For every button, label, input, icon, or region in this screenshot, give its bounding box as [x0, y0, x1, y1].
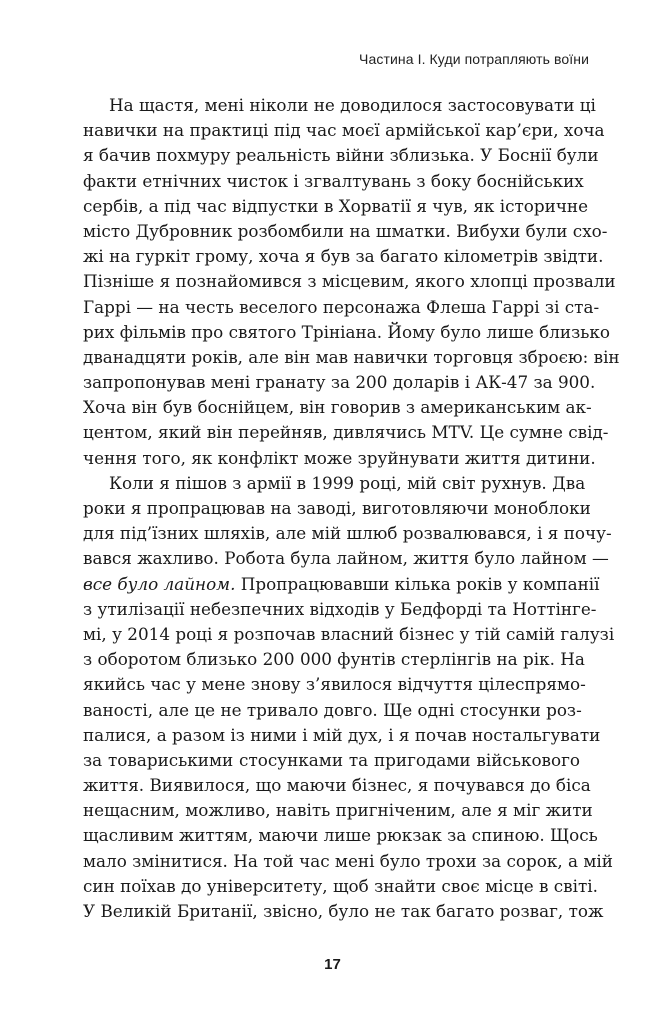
paragraph-1: [83, 93, 620, 471]
text-line: Пізніше я познайомився з місцевим, якого хлопці прозвали: [83, 271, 616, 292]
text-line: жі на гуркіт грому, хоча я був за багато кілометрів звідти.: [83, 246, 604, 267]
text-line: життя. Виявилося, що маючи бізнес, я почувався до біса: [83, 775, 591, 796]
text-line: дванадцяти років, але він мав навички торговця зброєю: він: [83, 346, 620, 367]
text-line: мі, у 2014 році я розпочав власний бізнес у тій самій галузі: [83, 623, 615, 644]
text-line: якийсь час у мене знову з’явилося відчуття цілеспрямо-: [83, 674, 586, 695]
text-line: з утилізації небезпечних відходів у Бедфорді та Ноттінге-: [83, 598, 597, 619]
text-line: мало змінитися. На той час мені було трохи за сорок, а мій: [83, 850, 613, 871]
text-line: запропонував мені гранату за 200 доларів і АК-47 за 900.: [83, 372, 596, 393]
text-line: вався жахливо. Робота була лайном, життя було лайном —: [83, 548, 609, 569]
text-line: місто Дубровник розбомбили на шматки. Вибухи були схо-: [83, 220, 608, 241]
text-line: сербів, а під час відпустки в Хорватії я чув, як історичне: [83, 195, 589, 216]
text-line: син поїхав до університету, щоб знайти своє місце в світі.: [83, 875, 598, 896]
text-segment: Пропрацювавши кілька років у компанії: [235, 573, 600, 594]
page-number: 17: [324, 956, 341, 973]
paragraph-2: [83, 471, 615, 924]
text-line: палися, а разом із ними і мій дух, і я почав ностальгувати: [83, 724, 601, 745]
text-line: факти етнічних чисток і згвалтувань з боку боснійських: [83, 170, 584, 191]
text-line-italic: [83, 572, 600, 597]
text-line: Коли я пішов з армії в 1999 році, мій світ рухнув. Два: [109, 472, 586, 493]
text-line: Хоча він був боснійцем, він говорив з американським ак-: [83, 397, 592, 418]
text-line: роки я пропрацював на заводі, виготовляючи моноблоки: [83, 498, 591, 518]
text-line: щасливим життям, маючи лише рюкзак за спиною. Щось: [83, 825, 598, 846]
text-line: рих фільмів про святого Трініана. Йому було лише близько: [83, 321, 610, 342]
text-line: ваності, але це не тривало довго. Ще одні стосунки роз-: [83, 699, 582, 720]
running-header: Частина I. Куди потрапляють воїни: [359, 51, 589, 67]
text-line: центом, який він перейняв, дивлячись MTV. Це сумне свід-: [83, 422, 609, 443]
text-line: з оборотом близько 200 000 фунтів стерлінгів на рік. На: [83, 649, 585, 670]
text-line: нещасним, можливо, навіть пригніченим, але я міг жити: [83, 800, 593, 821]
text-line: На щастя, мені ніколи не доводилося застосовувати ці: [109, 95, 596, 115]
text-line: Гаррі — на честь веселого персонажа Флеша Гаррі зі ста-: [83, 296, 600, 317]
text-line: для під’їзних шляхів, але мій шлюб розвалювався, і я почу-: [83, 523, 612, 544]
text-line: я бачив похмуру реальність війни зблизька. У Боснії були: [83, 145, 599, 166]
italic-phrase: все було лайном.: [83, 573, 236, 594]
body-text: [83, 93, 620, 924]
text-line: чення того, як конфлікт може зруйнувати життя дитини.: [83, 447, 596, 468]
text-line: У Великій Британії, звісно, було не так багато розваг, тож: [83, 901, 604, 921]
text-line: навички на практиці під час моєї армійської кар’єри, хоча: [83, 120, 605, 141]
text-line: за товариськими стосунками та пригодами військового: [83, 749, 580, 770]
